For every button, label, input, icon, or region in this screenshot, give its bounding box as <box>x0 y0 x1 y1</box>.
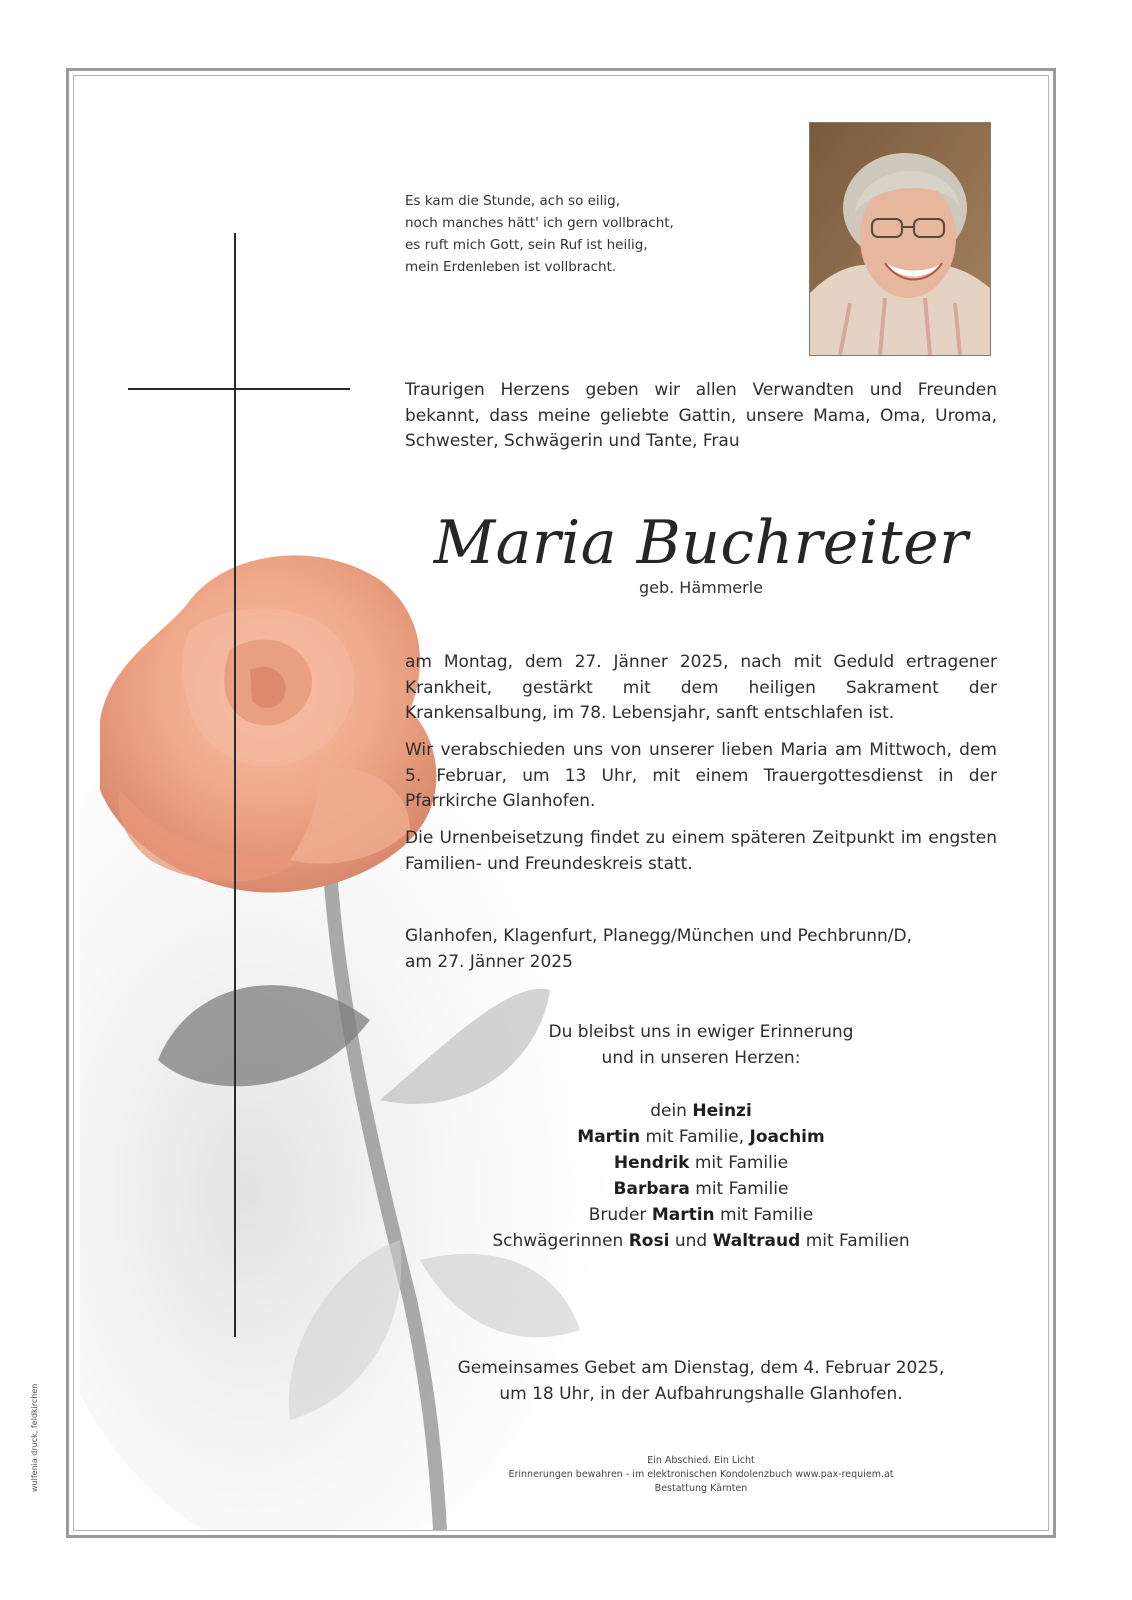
deceased-name: Maria Buchreiter <box>433 508 969 578</box>
date-line: am 27. Jänner 2025 <box>405 951 573 972</box>
mourner-text: mit Familie <box>689 1153 789 1173</box>
mourner-text: mit Familien <box>800 1231 910 1251</box>
place-and-date <box>405 924 912 975</box>
footer-line: Bestattung Kärnten <box>654 1483 748 1494</box>
mourner-text: Bruder <box>588 1205 652 1225</box>
poem <box>405 190 674 278</box>
mourner-line <box>405 1228 997 1254</box>
poem-line: es ruft mich Gott, sein Ruf ist heilig, <box>405 237 648 253</box>
mourner-text: Schwägerinnen <box>492 1231 629 1251</box>
footer <box>405 1454 997 1496</box>
mourner-name: Rosi <box>628 1231 670 1251</box>
portrait-photo <box>809 122 991 356</box>
mourner-line <box>405 1124 997 1150</box>
mourner-name: Waltraud <box>712 1231 801 1251</box>
place-line: Glanhofen, Klagenfurt, Planegg/München und Pechbrunn/D, <box>405 926 913 946</box>
mourners-list <box>405 1098 997 1254</box>
cross-vertical-bar <box>234 233 236 1337</box>
mourner-line <box>405 1176 997 1202</box>
mourner-line <box>405 1202 997 1228</box>
burial-paragraph: Die Urnenbeisetzung findet zu einem späteren Zeitpunkt im engsten Familien- und Freundeskreis statt. <box>405 828 997 874</box>
mourner-name: Barbara <box>613 1179 690 1199</box>
prayer-line: Gemeinsames Gebet am Dienstag, dem 4. Februar 2025, <box>457 1358 945 1378</box>
mourner-name: Heinzi <box>692 1101 752 1121</box>
mourner-text: und <box>669 1231 713 1251</box>
mourner-name: Martin <box>651 1205 715 1225</box>
poem-line: noch manches hätt' ich gern vollbracht, <box>405 215 674 231</box>
poem-line: Es kam die Stunde, ach so eilig, <box>405 193 621 209</box>
mourner-line <box>405 1150 997 1176</box>
mourner-text: mit Familie, <box>640 1127 750 1147</box>
mourner-name: Joachim <box>749 1127 825 1147</box>
cross-horizontal-bar <box>128 388 350 390</box>
prayer-line: um 18 Uhr, in der Aufbahrungshalle Glanhofen. <box>499 1383 903 1404</box>
funeral-paragraph: Wir verabschieden uns von unserer lieben Maria am Mittwoch, dem 5. Februar, um 13 Uhr, mit einem Trauergottesdienst in der Pfarrkirche Glanhofen. <box>405 740 997 811</box>
mourner-text: mit Familie <box>714 1205 814 1225</box>
prayer-notice <box>405 1356 997 1407</box>
mourner-text: dein <box>650 1101 693 1121</box>
mourner-text: mit Familie <box>689 1179 789 1199</box>
mourner-name: Hendrik <box>613 1153 690 1173</box>
printer-credit: wulfenia druck, feldkirchen <box>30 1383 39 1492</box>
birth-name: geb. Hämmerle <box>638 578 764 597</box>
memory-line: und in unseren Herzen: <box>601 1047 801 1068</box>
death-notice-paragraph: am Montag, dem 27. Jänner 2025, nach mit Geduld ertragener Krankheit, gestärkt mit dem heiligen Sakrament der Krankensalbung, im 78. Lebensjahr, sanft entschlafen ist. <box>405 652 997 723</box>
mourner-line <box>405 1098 997 1124</box>
poem-line: mein Erdenleben ist vollbracht. <box>405 259 617 275</box>
footer-line: Ein Abschied. Ein Licht <box>647 1455 755 1466</box>
memory-text <box>405 1020 997 1071</box>
memory-line: Du bleibst uns in ewiger Erinnerung <box>548 1022 854 1042</box>
mourner-name: Martin <box>577 1127 641 1147</box>
footer-line: Erinnerungen bewahren - im elektronischen Kondolenzbuch www.pax-requiem.at <box>508 1469 894 1480</box>
intro-text: Traurigen Herzens geben wir allen Verwandten und Freunden bekannt, dass meine geliebte Gattin, unsere Mama, Oma, Uroma, Schwester, Schwägerin und Tante, Frau <box>405 380 997 451</box>
